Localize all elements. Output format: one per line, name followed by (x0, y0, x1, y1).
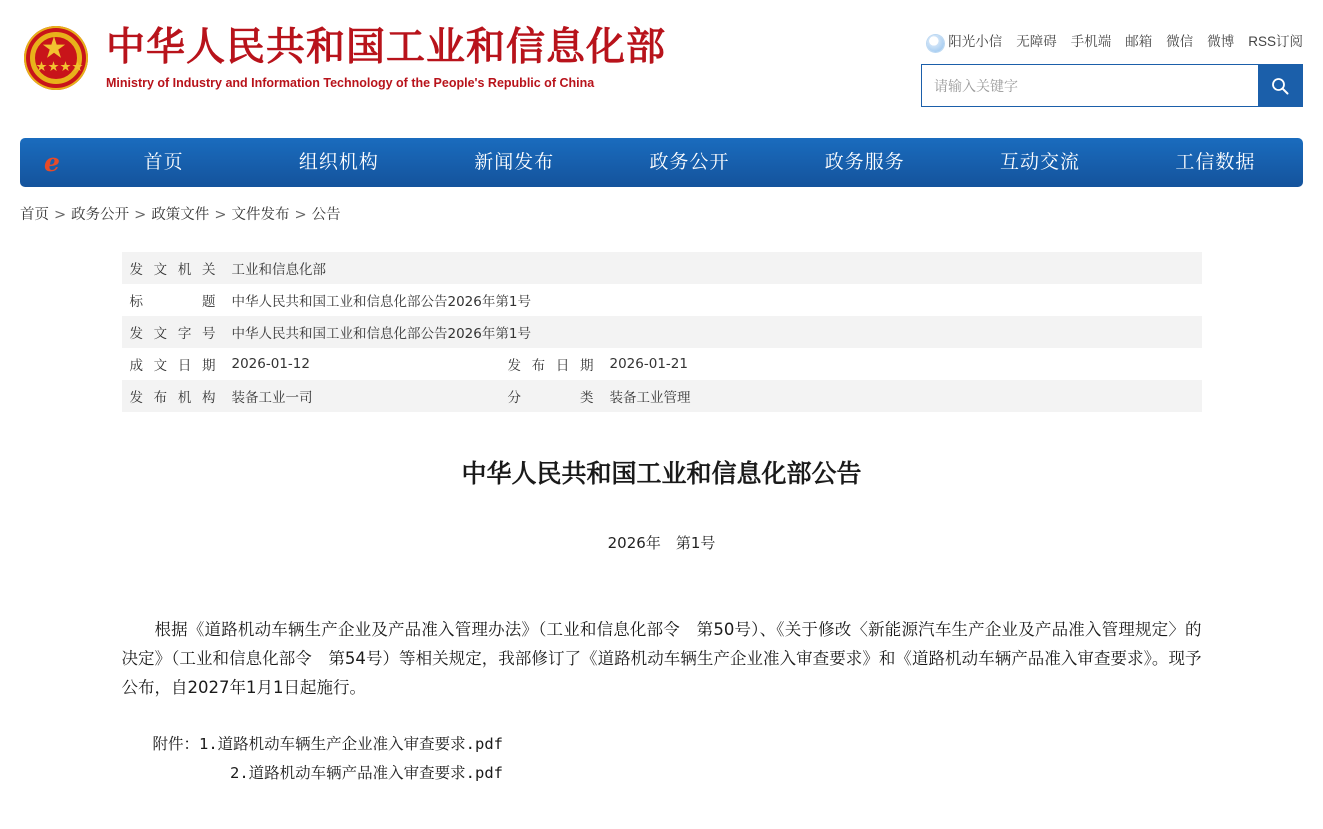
toplink-mobile[interactable]: 手机端 (1070, 34, 1112, 49)
attachment-label: 附件： (152, 735, 200, 753)
breadcrumb-item-policy-documents[interactable]: 政策文件 (151, 207, 210, 223)
search-icon (1270, 76, 1290, 96)
breadcrumb-separator: > (214, 207, 227, 223)
site-brand (20, 22, 666, 94)
document-body (122, 615, 1202, 702)
document-number: 2026年 第1号 (607, 534, 716, 552)
meta-label-publish-date: 发布日期 (507, 358, 594, 374)
breadcrumb-item-document-release[interactable]: 文件发布 (231, 207, 290, 223)
sun-assistant-icon[interactable] (927, 35, 944, 52)
breadcrumb-separator: > (294, 207, 307, 223)
table-row (122, 380, 1202, 412)
meta-value-category: 装备工业管理 (609, 390, 691, 406)
toplink-rss[interactable]: RSS订阅 (1248, 34, 1303, 49)
breadcrumb-item-home[interactable]: 首页 (20, 207, 49, 223)
meta-value-document-number: 中华人民共和国工业和信息化部公告2026年第1号 (231, 326, 531, 342)
toplink-weibo[interactable]: 微博 (1207, 34, 1235, 49)
breadcrumb (20, 203, 1323, 224)
search-box (921, 64, 1303, 107)
meta-value-publishing-organization: 装备工业一司 (231, 390, 313, 406)
meta-label-document-number: 发文字号 (129, 326, 216, 342)
toplink-wechat[interactable]: 微信 (1166, 34, 1194, 49)
nav-items (76, 138, 1303, 187)
attachment-link-1[interactable]: 1.道路机动车辆生产企业准入审查要求.pdf (199, 735, 504, 753)
meta-label-category: 分类 (507, 390, 594, 406)
main-navigation (20, 138, 1303, 187)
document-metadata-table (122, 252, 1202, 412)
toplink-email[interactable]: 邮箱 (1125, 34, 1153, 49)
nav-item-interaction[interactable]: 互动交流 (1000, 151, 1081, 173)
table-row (122, 316, 1202, 348)
attachment-line-1 (122, 730, 1202, 759)
meta-value-publish-date: 2026-01-21 (609, 356, 688, 372)
attachment-line-2 (122, 759, 1202, 788)
toplink-sunshine-assistant[interactable]: 阳光小信 (948, 34, 1003, 49)
brand-text (106, 25, 666, 92)
toplink-accessibility[interactable]: 无障碍 (1016, 34, 1057, 49)
meta-label-completion-date: 成文日期 (129, 358, 216, 374)
document-container (122, 224, 1202, 788)
nav-item-government-affairs-disclosure[interactable]: 政务公开 (649, 151, 730, 173)
brand-title-cn: 中华人民共和国工业和信息化部 (106, 24, 667, 70)
meta-label-publishing-organization: 发布机构 (129, 390, 216, 406)
attachment-section (122, 730, 1202, 788)
nav-item-industry-data[interactable]: 工信数据 (1175, 151, 1256, 173)
meta-label-issuing-authority: 发文机关 (129, 262, 216, 278)
site-header (0, 0, 1323, 138)
document-title: 中华人民共和国工业和信息化部公告 (461, 459, 862, 488)
table-row (122, 348, 1202, 380)
nav-item-organization[interactable]: 组织机构 (298, 151, 379, 173)
search-input[interactable] (922, 65, 1258, 106)
attachment-link-2[interactable]: 2.道路机动车辆产品准入审查要求.pdf (230, 764, 503, 782)
search-button[interactable] (1258, 65, 1302, 106)
brand-title-en: Ministry of Industry and Information Technology of the People's Republic of China (106, 75, 595, 90)
table-row (122, 252, 1202, 284)
breadcrumb-item-disclosure[interactable]: 政务公开 (71, 207, 130, 223)
meta-label-title: 标题 (129, 294, 216, 310)
meta-value-title: 中华人民共和国工业和信息化部公告2026年第1号 (231, 294, 531, 310)
document-paragraph: 根据《道路机动车辆生产企业及产品准入管理办法》（工业和信息化部令 第50号）、《关于修改〈新能源汽车生产企业及产品准入管理规定〉的决定》（工业和信息化部令 第54号）等相关规定，我部修订了《道路机动车辆生产企业准入审查要求》和《道路机动车辆产品准入审查要求》。现予公布，自2027年1月1日起施行。 (121, 620, 1202, 697)
nav-item-home[interactable]: 首页 (143, 151, 184, 173)
nav-item-news[interactable]: 新闻发布 (474, 151, 555, 173)
top-utility-links (927, 30, 1303, 50)
national-emblem-icon: ★★★★ (20, 22, 92, 94)
nav-item-government-services[interactable]: 政务服务 (824, 151, 905, 173)
meta-value-issuing-authority: 工业和信息化部 (231, 262, 326, 278)
breadcrumb-separator: > (54, 207, 67, 223)
table-row (122, 284, 1202, 316)
breadcrumb-item-announcement[interactable]: 公告 (311, 207, 341, 223)
meta-value-completion-date: 2026-01-12 (231, 356, 310, 372)
miit-e-logo-icon[interactable]: ℯ (44, 148, 60, 177)
breadcrumb-separator: > (134, 207, 147, 223)
